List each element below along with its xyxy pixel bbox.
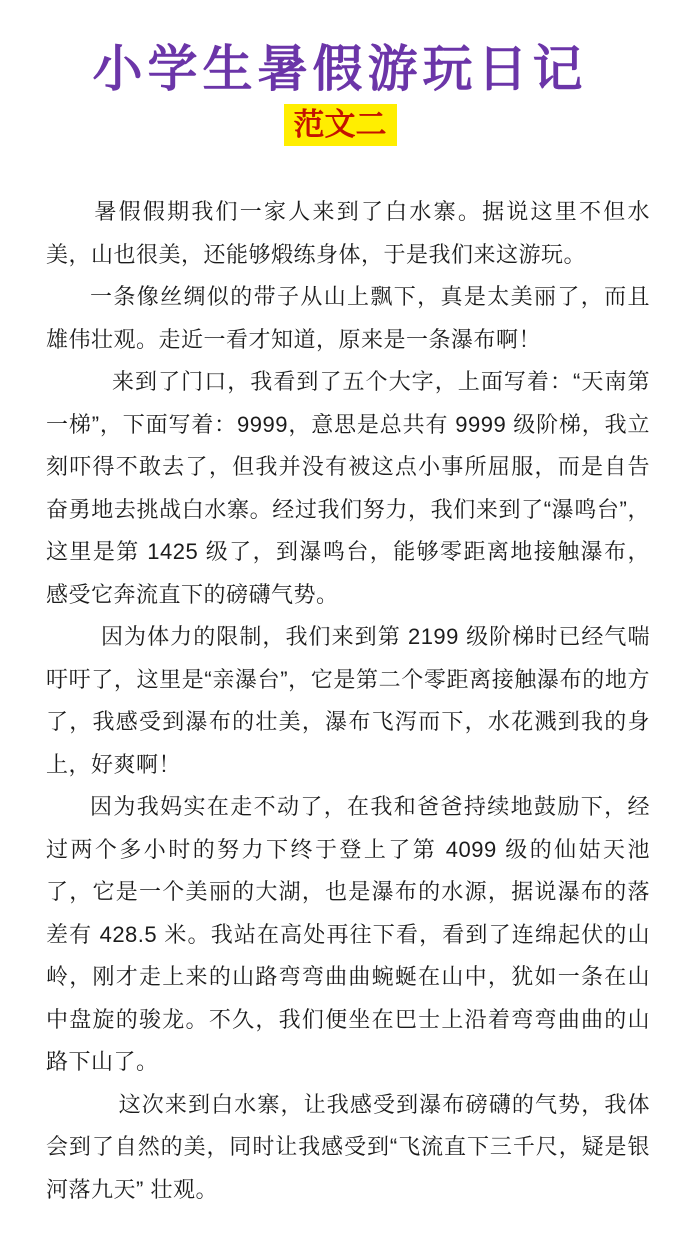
document-header (0, 0, 680, 146)
essay-body (0, 191, 680, 1251)
essay-paragraph-3: 来到了门口，我看到了五个大字，上面写着：“天南第一梯”，下面写着：9999，意思是总共有 9999 级阶梯，我立刻吓得不敢去了，但我并没有被这点小事所屈服，而是自告奋勇地去挑战白水寨。经过我们努力，我们来到了“瀑鸣台”，这里是第 1425 级了，到瀑鸣台，能够零距离地接触瀑布，感受它奔流直下的磅礴气势。 (46, 369, 650, 607)
essay-paragraph-4: 因为体力的限制，我们来到第 2199 级阶梯时已经气喘吁吁了，这里是“亲瀑台”，它是第二个零距离接触瀑布的地方了，我感受到瀑布的壮美，瀑布飞泻而下，水花溅到我的身上，好爽啊！ (46, 624, 650, 777)
page-title: 小学生暑假游玩日记 (92, 39, 588, 98)
essay-paragraph-5: 因为我妈实在走不动了，在我和爸爸持续地鼓励下，经过两个多小时的努力下终于登上了第 4099 级的仙姑天池了，它是一个美丽的大湖，也是瀑布的水源，据说瀑布的落差有 428.5 米。我站在高处再往下看，看到了连绵起伏的山岭，刚才走上来的山路弯弯曲曲蜿蜒在山中，犹如一条在山中盘旋的骏龙。不久，我们便坐在巴士上沿着弯弯曲曲的山路下山了。 (46, 794, 650, 1074)
essay-paragraph-2: 一条像丝绸似的带子从山上飘下，真是太美丽了，而且雄伟壮观。走近一看才知道，原来是一条瀑布啊！ (46, 284, 650, 352)
essay-paragraph-1: 暑假假期我们一家人来到了白水寨。据说这里不但水美，山也很美，还能够煅练身体，于是我们来这游玩。 (46, 199, 650, 267)
subtitle-row (0, 104, 680, 146)
essay-paragraph-6: 这次来到白水寨，让我感受到瀑布磅礴的气势，我体会到了自然的美，同时让我感受到“飞流直下三千尺，疑是银河落九天” 壮观。 (46, 1091, 650, 1202)
subtitle-highlight-badge: 范文二 (284, 104, 397, 146)
